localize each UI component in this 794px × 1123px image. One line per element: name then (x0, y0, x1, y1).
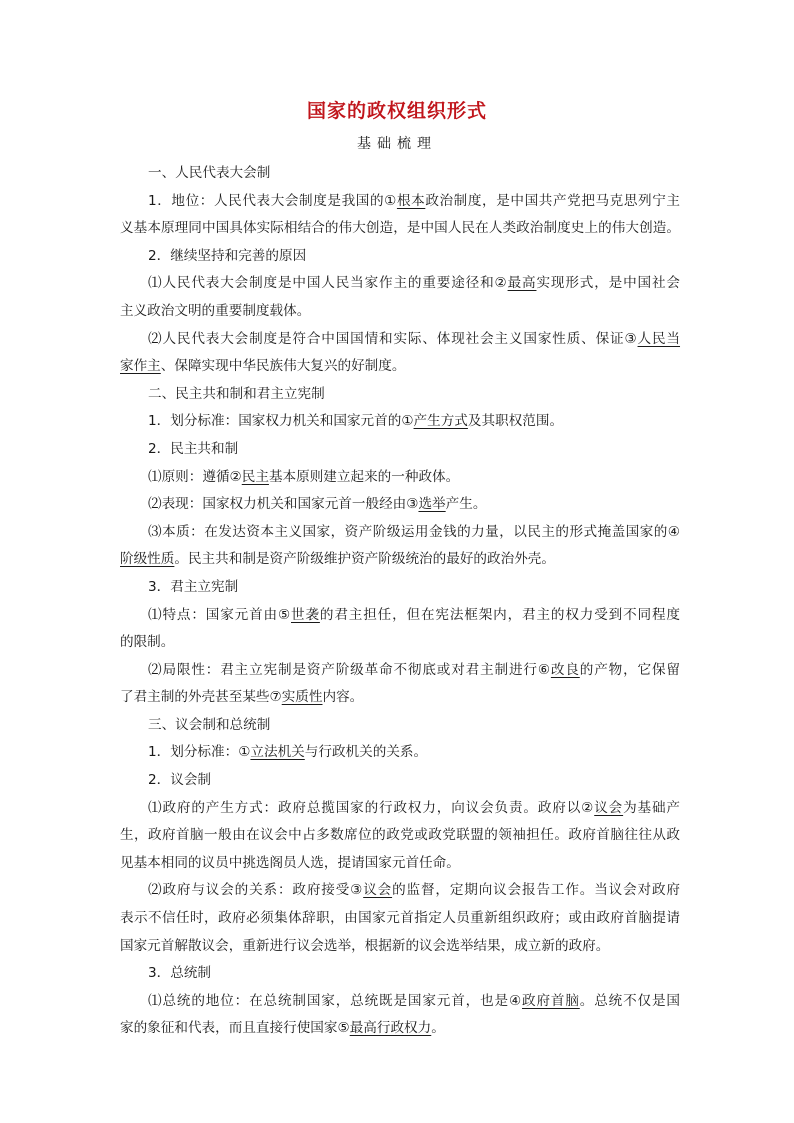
text-line (120, 298, 680, 326)
text-line (120, 519, 680, 547)
text-line (120, 408, 680, 436)
text-segment: 见基本相同的议员中挑选阁员人选，提请国家元首任命。 (120, 854, 460, 871)
text-segment: ⑴政府的产生方式：政府总揽国家的行政权力，向议会负责。政府以② (148, 799, 595, 816)
text-segment: 的监督，定期向议会报告工作。当议会对政府 (392, 882, 681, 899)
text-line (120, 739, 680, 767)
text-segment: 。民主共和制是资产阶级维护资产阶级统治的最好的政治外壳。 (174, 551, 555, 568)
text-segment: 内容。 (322, 689, 364, 706)
text-line (120, 877, 680, 905)
text-segment: 的君主担任，但在宪法框架内，君主的权力受到不同程度 (319, 606, 681, 623)
text-line (120, 795, 680, 823)
text-segment: ⑵表现：国家权力机关和国家元首一般经由③ (148, 496, 419, 513)
text-segment: 1．划分标准：① (148, 744, 251, 761)
text-segment: 1．地位：人民代表大会制度是我国的① (148, 192, 397, 209)
document-body (120, 160, 680, 1043)
text-segment: 2．继续坚持和完善的原因 (148, 247, 307, 264)
answer-blank: 民主 (241, 468, 269, 485)
text-segment: 3．总统制 (148, 965, 212, 982)
text-segment: 表示不信任时，政府必须集体辞职，由国家元首指定人员重新组织政府；或由政府首脑提请 (120, 910, 680, 927)
text-segment: ⑵人民代表大会制度是符合中国国情和实际、体现社会主义国家性质、保证③ (148, 330, 638, 347)
answer-blank: 改良 (550, 661, 580, 678)
text-line (120, 629, 680, 657)
text-line (120, 160, 680, 188)
text-segment: 1．划分标准：国家权力机关和国家元首的① (148, 413, 414, 430)
text-line (120, 960, 680, 988)
answer-blank: 家作主 (120, 358, 161, 375)
answer-blank: 政府首脑 (522, 992, 580, 1009)
text-line (120, 684, 680, 712)
text-segment: ⑴人民代表大会制度是中国人民当家作主的重要途径和② (148, 275, 508, 292)
text-line (120, 602, 680, 630)
text-segment: 了君主制的外壳甚至某些⑦ (120, 689, 282, 706)
text-segment: 义基本原理同中国具体实际相结合的伟大创造，是中国人民在人类政治制度史上的伟大创造。 (120, 220, 680, 237)
text-line (120, 243, 680, 271)
text-segment: 基本原则建立起来的一种政体。 (268, 468, 460, 485)
text-segment: 与行政机关的关系。 (304, 744, 428, 761)
answer-blank: 最高行政权力 (349, 1020, 432, 1037)
text-segment: 2．议会制 (148, 772, 212, 789)
text-segment: 实现形式，是中国社会 (536, 275, 681, 292)
text-line (120, 381, 680, 409)
text-segment: 的产物，它保留 (579, 661, 681, 678)
text-line (120, 215, 680, 243)
answer-blank: 最高 (507, 275, 537, 292)
text-line (120, 822, 680, 850)
answer-blank: 人民当 (637, 330, 681, 347)
text-segment: 、保障实现中华民族伟大复兴的好制度。 (160, 358, 406, 375)
text-segment: 。总统不仅是国 (579, 992, 681, 1009)
text-line (120, 436, 680, 464)
text-segment: ⑴原则：遵循② (148, 468, 242, 485)
text-line (120, 850, 680, 878)
answer-blank: 议会 (594, 799, 624, 816)
text-segment: ⑵局限性：君主立宪制是资产阶级革命不彻底或对君主制进行⑥ (148, 661, 551, 678)
text-line (120, 353, 680, 381)
text-line (120, 933, 680, 961)
document-title: 国家的政权组织形式 (306, 100, 487, 122)
text-segment: 及其职权范围。 (467, 413, 564, 430)
text-segment: 主义政治文明的重要制度载体。 (120, 302, 311, 319)
text-line (120, 464, 680, 492)
answer-blank: 选举 (418, 496, 446, 513)
answer-blank: 议会 (363, 882, 393, 899)
text-segment: ⑴特点：国家元首由⑤ (148, 606, 291, 623)
text-segment: 三、议会制和总统制 (148, 716, 271, 733)
text-segment: 的限制。 (120, 634, 175, 651)
text-line (120, 546, 680, 574)
text-segment: 国家元首解散议会，重新进行议会选举，根据新的议会选举结果，成立新的政府。 (120, 937, 610, 954)
text-line (120, 905, 680, 933)
text-segment: 为基础产 (623, 799, 681, 816)
text-segment: 一、人民代表大会制 (148, 165, 271, 181)
text-segment: ⑵政府与议会的关系：政府接受③ (148, 882, 364, 899)
text-segment: ⑶本质：在发达资本主义国家，资产阶级运用金钱的力量，以民主的形式掩盖国家的④ (148, 523, 680, 540)
answer-blank: 实质性 (281, 689, 323, 706)
text-segment: 二、民主共和制和君主立宪制 (148, 385, 325, 402)
text-segment: ⑴总统的地位：在总统制国家，总统既是国家元首，也是④ (148, 992, 523, 1009)
answer-blank: 阶级性质 (120, 551, 175, 568)
text-line (120, 574, 680, 602)
text-segment: 。 (431, 1020, 445, 1037)
text-line (120, 767, 680, 795)
text-line (120, 988, 680, 1016)
answer-blank: 根本 (396, 192, 426, 209)
text-line (120, 712, 680, 740)
text-line (120, 491, 680, 519)
answer-blank: 立法机关 (250, 744, 305, 761)
text-line (120, 188, 680, 216)
section-subtitle: 基础梳理 (357, 136, 437, 152)
answer-blank: 产生方式 (413, 413, 468, 430)
text-line (120, 1015, 680, 1043)
text-segment: 2．民主共和制 (148, 440, 239, 457)
text-segment: 生，政府首脑一般由在议会中占多数席位的政党或政党联盟的领袖担任。政府首脑往往从政 (120, 827, 680, 844)
text-segment: 政治制度，是中国共产党把马克思列宁主 (425, 192, 681, 209)
text-line (120, 270, 680, 298)
text-segment: 家的象征和代表，而且直接行使国家⑤ (120, 1020, 350, 1037)
text-segment: 3．君主立宪制 (148, 578, 239, 595)
text-line (120, 657, 680, 685)
text-line (120, 326, 680, 354)
text-segment: 产生。 (445, 496, 487, 513)
answer-blank: 世袭 (291, 606, 320, 623)
